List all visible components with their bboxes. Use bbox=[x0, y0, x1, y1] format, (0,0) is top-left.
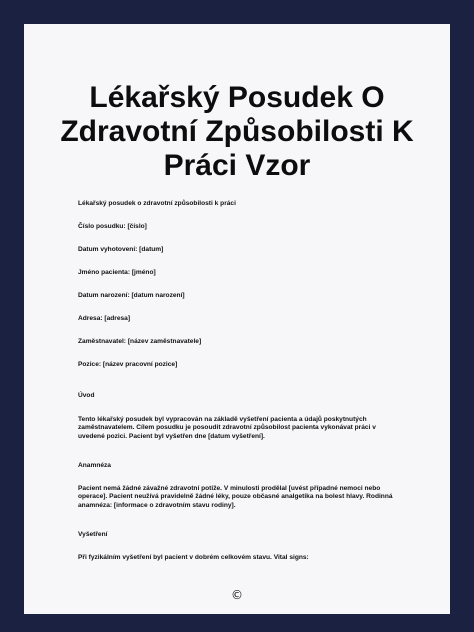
section-heading-intro: Úvod bbox=[78, 392, 95, 399]
patient-name-line: Jméno pacienta: [jméno] bbox=[78, 269, 156, 276]
document-title: Lékařský Posudek O Zdravotní Způsobilosti K Práci Vzor bbox=[60, 81, 414, 182]
birth-date-line: Datum narození: [datum narození] bbox=[78, 292, 185, 299]
doc-heading-line: Lékařský posudek o zdravotní způsobilosti k práci bbox=[78, 200, 236, 207]
copyright-icon: © bbox=[231, 588, 243, 602]
examination-paragraph: Při fyzikálním vyšetření byl pacient v dobrém celkovém stavu. Vital signs: bbox=[78, 554, 309, 561]
anamnesis-paragraph: Pacient nemá žádné závažné zdravotní potíže. V minulosti prodělal [uvést případné nemoci nebo operace]. Pacient neužívá pravidelně žádné léky, pouze občasné analgetika na bolest hlavy. Rodinná anamnéza: [informace o zdravotním stavu rodiny]. bbox=[78, 485, 395, 509]
report-number-line: Číslo posudku: [číslo] bbox=[78, 223, 147, 230]
intro-paragraph: Tento lékařský posudek byl vypracován na základě vyšetření pacienta a údajů poskytnutých zaměstnavatelem. Cílem posudku je posoudit zdravotní způsobilost pacienta vykonávat práci v uvedené pozici. Pacient byl vyšetřen dne [datum vyšetření]. bbox=[78, 416, 378, 440]
issue-date-line: Datum vyhotovení: [datum] bbox=[78, 246, 164, 253]
address-line: Adresa: [adresa] bbox=[78, 315, 131, 322]
section-heading-examination: Vyšetření bbox=[78, 531, 108, 538]
employer-line: Zaměstnavatel: [název zaměstnavatele] bbox=[78, 338, 202, 345]
position-line: Pozice: [název pracovní pozice] bbox=[78, 361, 178, 368]
section-heading-anamnesis: Anamnéza bbox=[78, 462, 111, 469]
document-page bbox=[24, 24, 450, 614]
